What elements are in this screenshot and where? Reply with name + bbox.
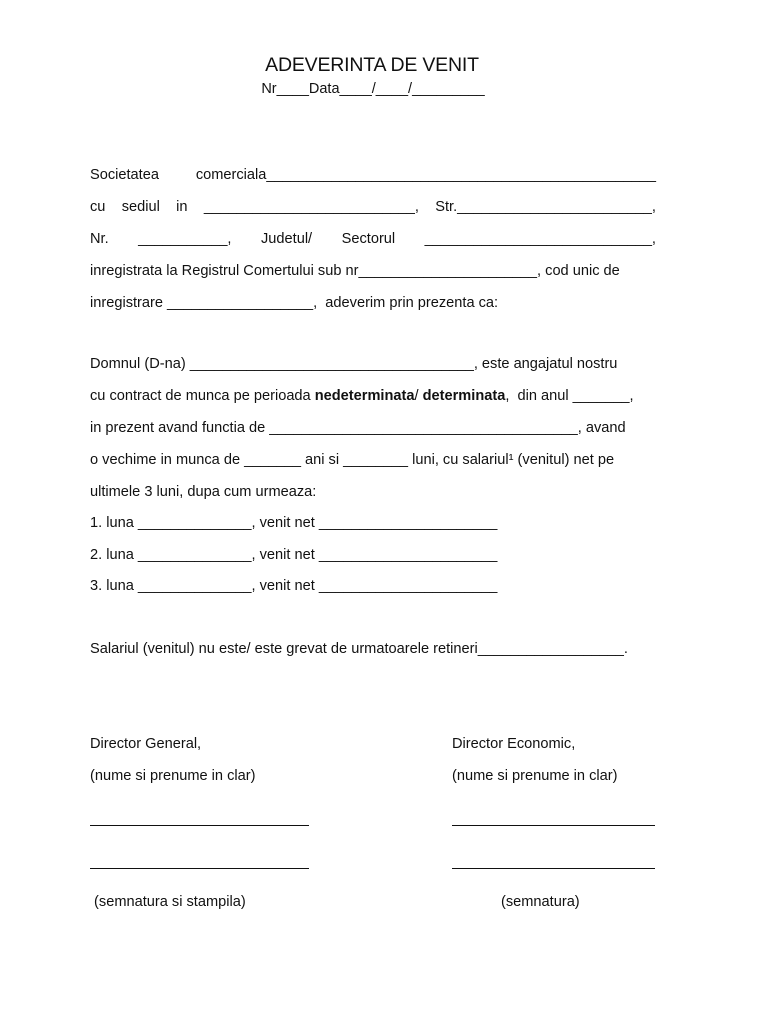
cui-line: inregistrare __________________, adeverim prin prezenta ca:: [90, 295, 499, 311]
months-intro-line: ultimele 3 luni, dupa cum urmeaza:: [90, 484, 317, 500]
deductions-line: Salariul (venitul) nu este/ este grevat de urmatoarele retineri__________________.: [90, 641, 628, 657]
registry-line: inregistrata la Registrul Comertului sub nr______________________, cod unic de: [90, 263, 620, 279]
county-field: ____________________________,: [424, 231, 656, 247]
company-line: [90, 166, 656, 184]
function-line: in prezent avand functia de ______________________________________, avand: [90, 420, 626, 436]
month-row-2: 2. luna ______________, venit net ______________________: [90, 547, 498, 563]
company-label: Societatea: [90, 167, 159, 183]
director-general-name-line: [90, 825, 309, 826]
document-title: ADEVERINTA DE VENIT: [265, 54, 479, 76]
director-general-title: Director General,: [90, 736, 202, 752]
nr-field: ___________,: [138, 231, 232, 247]
number-date-line: Nr____Data____/____/_________: [261, 81, 485, 97]
employee-line: Domnul (D-na) ___________________________________, este angajatul nostru: [90, 356, 618, 372]
director-economic-caption: (semnatura): [501, 894, 580, 910]
director-general-signature-line: [90, 868, 309, 869]
director-economic-hint: (nume si prenume in clar): [452, 768, 618, 784]
contract-text: cu contract de munca pe perioada: [90, 388, 315, 404]
contract-indefinite: nedeterminata: [314, 388, 415, 404]
director-economic-signature-line: [452, 868, 655, 869]
director-general-caption: (semnatura si stampila): [90, 894, 246, 910]
contract-year: , din anul _______,: [505, 388, 634, 404]
director-economic-name-line: [452, 825, 655, 826]
address-line: [90, 198, 656, 216]
contract-definite: determinata: [422, 388, 506, 404]
month-row-1: 1. luna ______________, venit net ______________________: [90, 515, 498, 531]
number-county-line: [90, 230, 656, 248]
sector-label: Sectorul: [341, 231, 396, 247]
nr-label: Nr.: [90, 231, 109, 247]
county-label: Judetul/: [261, 231, 313, 247]
seniority-line: o vechime in munca de _______ ani si ________ luni, cu salariul¹ (venitul) net pe: [90, 452, 615, 468]
address-city: cu sediul in __________________________,: [90, 199, 419, 215]
director-economic-title: Director Economic,: [452, 736, 576, 752]
company-field: comerciala________________________________________________: [195, 167, 656, 183]
director-general-hint: (nume si prenume in clar): [90, 768, 256, 784]
contract-slash: /: [414, 388, 423, 404]
address-street: Str.________________________,: [435, 199, 656, 215]
contract-line: [90, 387, 656, 405]
month-row-3: 3. luna ______________, venit net ______________________: [90, 578, 498, 594]
